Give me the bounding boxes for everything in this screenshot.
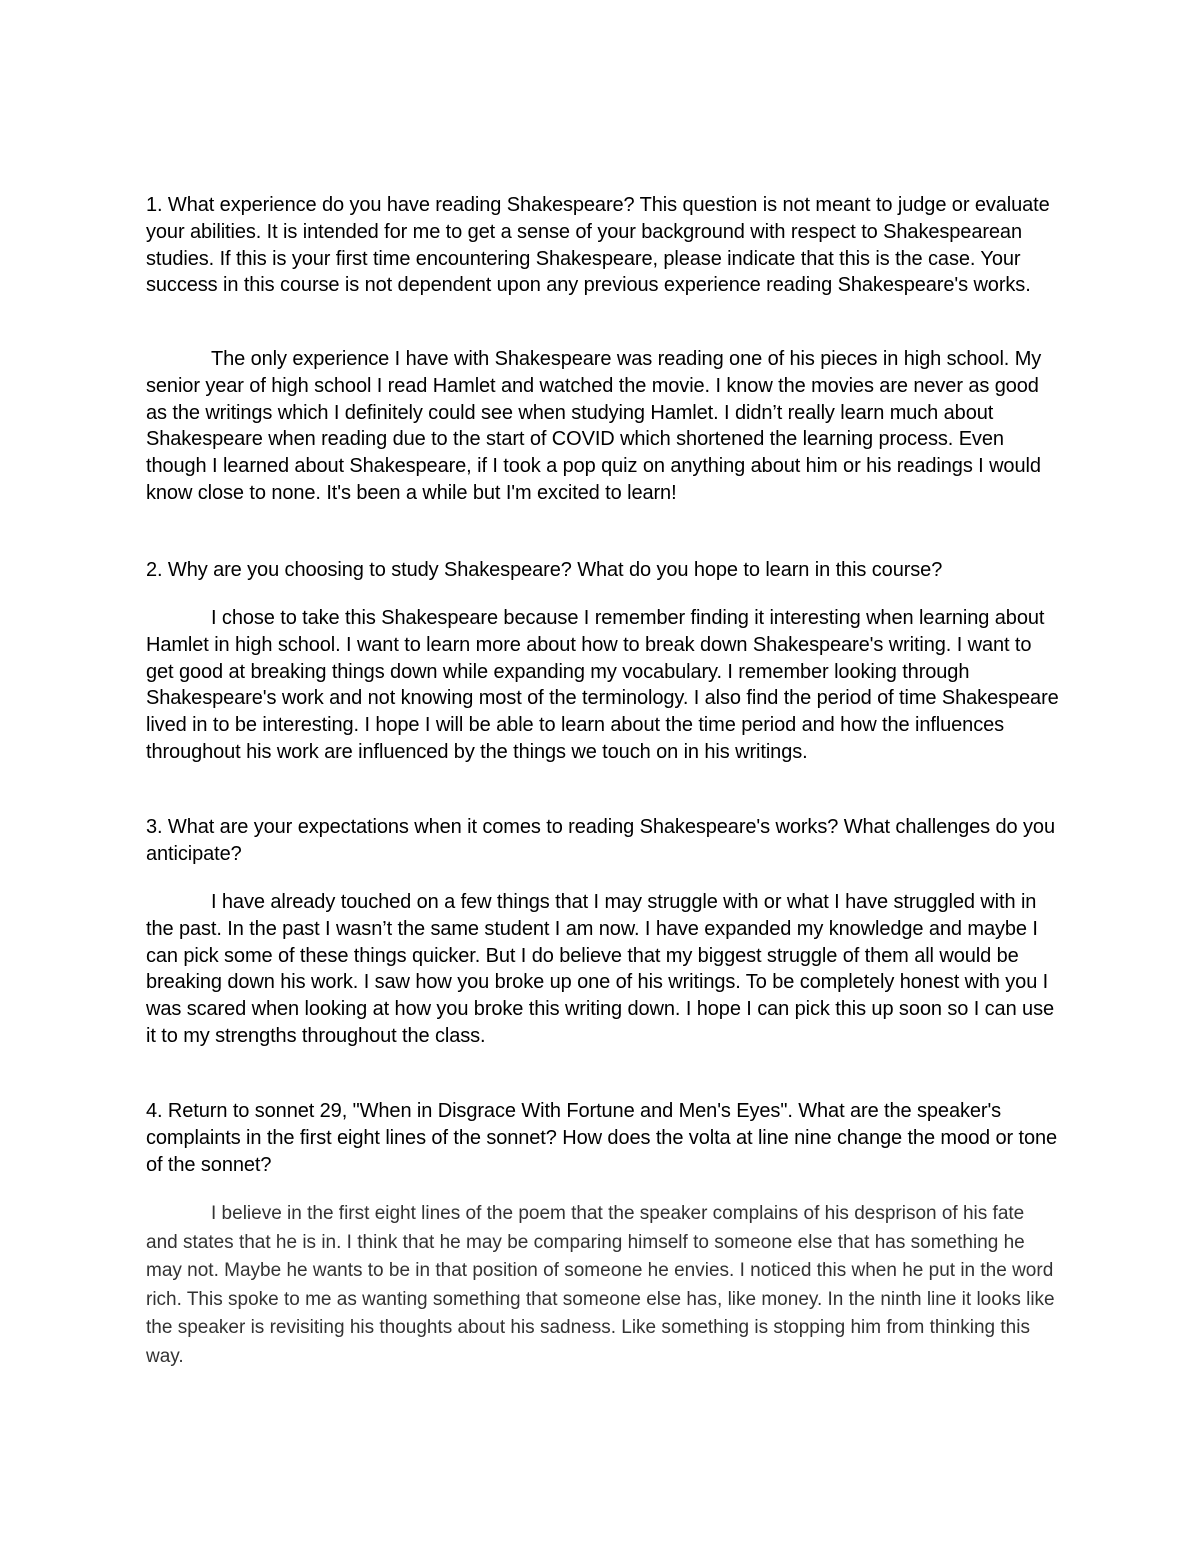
question-3: 3. What are your expectations when it comes to reading Shakespeare's works? What challenges do you anticipate? (146, 816, 1055, 865)
answer-1: The only experience I have with Shakespeare was reading one of his pieces in high school. My senior year of high school I read Hamlet and watched the movie. I know the movies are never as good as the writings which I definitely could see when studying Hamlet. I didn’t really learn much about Shakespeare when reading due to the start of COVID which shortened the learning process. Even though I learned about Shakespeare, if I took a pop quiz on anything about him or his readings I would know close to none. It's been a while but I'm excited to learn! (146, 348, 1042, 504)
answer-2: I chose to take this Shakespeare because I remember finding it interesting when learning about Hamlet in high school. I want to learn more about how to break down Shakespeare's writing. I want to get good at breaking things down while expanding my vocabulary. I remember looking through Shakespeare's work and not knowing most of the terminology. I also find the period of time Shakespeare lived in to be interesting. I hope I will be able to learn about the time period and how the influences throughout his work are influenced by the things we touch on in his writings. (146, 607, 1059, 763)
answer-3: I have already touched on a few things that I may struggle with or what I have struggled with in the past. In the past I wasn’t the same student I am now. I have expanded my knowledge and maybe I can pick some of these things quicker. But I do believe that my biggest struggle of them all would be breaking down his work. I saw how you broke up one of his writings. To be completely honest with you I was scared when looking at how you broke this writing down. I hope I can pick this up soon so I can use it to my strengths throughout the class. (146, 891, 1054, 1047)
question-2: 2. Why are you choosing to study Shakespeare? What do you hope to learn in this course? (146, 559, 943, 581)
answer-4: I believe in the first eight lines of the poem that the speaker complains of his desprison of his fate and states that he is in. I think that he may be comparing himself to someone else that has something he may not. Maybe he wants to be in that position of someone he envies. I noticed this when he put in the word rich. This spoke to me as wanting something that someone else has, like money. In the ninth line it looks like the speaker is revisiting his thoughts about his sadness. Like something is stopping him from thinking this way. (146, 1203, 1055, 1367)
question-1: 1. What experience do you have reading Shakespeare? This question is not meant to judge or evaluate your abilities. It is intended for me to get a sense of your background with respect to Shakespearean studies. If this is your first time encountering Shakespeare, please indicate that this is the case. Your success in this course is not dependent upon any previous experience reading Shakespeare's works. (146, 194, 1050, 297)
question-4: 4. Return to sonnet 29, "When in Disgrace With Fortune and Men's Eyes". What are the speaker's complaints in the first eight lines of the sonnet? How does the volta at line nine change the mood or tone of the sonnet? (146, 1100, 1058, 1176)
